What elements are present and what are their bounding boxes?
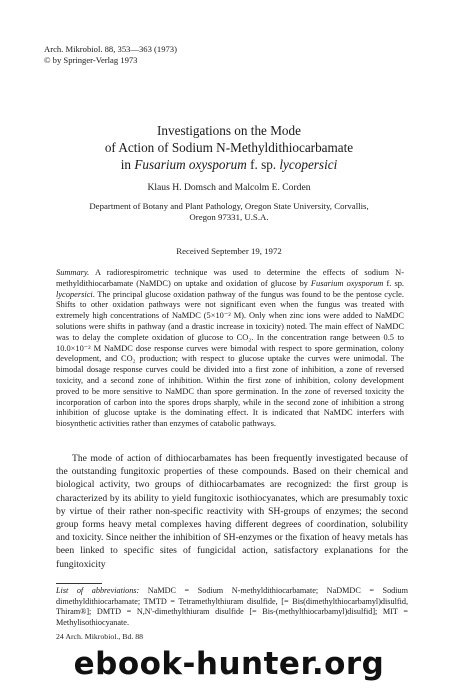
affiliation-line-2: Oregon 97331, U.S.A. — [189, 212, 269, 222]
abstract-part-2: f. sp. — [383, 278, 404, 288]
title-prefix: in — [120, 157, 135, 172]
abstract-species: Fusarium oxysporum — [310, 278, 384, 288]
footnote-divider — [56, 583, 102, 584]
watermark: ebook-hunter.org — [73, 646, 385, 682]
body-paragraph: The mode of action of dithiocarbamates has been frequently investigated because of the outstanding fungitoxic properties of these compounds. Based on their chemical and biological activity, two groups of dithiocarbamates are recognized: the first group is characterized by its ability to yield fungitoxic isothiocyanates, which are presumably toxic by virtue of their rather non-specific reactivity with SH-groups of enzymes; the second group forms heavy metal complexes having different degrees of coordination, solubility and toxicity. Since neither the inhibition of SH-enzymes or the fixation of heavy metals has been linked to specific sites of fungicidal action, satisfactory explanations for the fungitoxicity — [56, 453, 408, 570]
affiliation-line-1: Department of Botany and Plant Pathology, Oregon State University, Corvallis, — [89, 201, 369, 211]
abstract-forma: lycopersici — [56, 289, 93, 299]
abbreviations-footnote — [56, 586, 408, 628]
article-title — [40, 122, 418, 173]
title-line-1: Investigations on the Mode — [157, 123, 301, 138]
title-species: Fusarium oxysporum — [134, 157, 247, 172]
copyright-line: © by Springer-Verlag 1973 — [44, 55, 138, 65]
page-footer: 24 Arch. Mikrobiol., Bd. 88 — [56, 632, 144, 641]
affiliation — [50, 201, 408, 223]
abstract-part-3: . The principal glucose oxidation pathway of the fungus was found to be the pentose cycle. Shifts to other oxidation pathways were not significant even when the fungus was treated with extremely high concentrations of NaMDC (5×10⁻² M). Only when zinc ions were added to NaMDC solutions were shifts in pathway (and a drastic increase in toxicity) noted. The main effect of NaMDC was to delay the complete oxidation of glucose to CO₂. In the concentration range between 0.5 to 10.0×10⁻² M NaMDC dose response curves were bimodal with respect to spore germination, colony development, and CO₂ production; with respect to glucose uptake the curves were unimodal. The bimodal dosage response curves could be divided into a first zone of inhibition, a zone of reversed toxicity, and a second zone of inhibition. Within the first zone of inhibition, colony development proved to be more sensitive to NaMDC than spore germination. In the zone of reversed toxicity the incorporation of carbon into the spores drops sharply, while in the second zone of inhibition a strong inhibition of glucose uptake is the dominating effect. It is indicated that NaMDC interfers with biosynthetic activities rather than enzymes of catabolic pathways. — [56, 289, 404, 429]
abbreviations-text: NaMDC = Sodium N-methyldithiocarbamate; NaDMDC = Sodium dimethyldithiocarbamate; TMTD = Tetramethylthiuram disulfide, [= Bis(dimethylthiocarbamyl)disulfid, Thiram®]; DMTD = N,N'-dimethylthiuram disulfide [= Bis-(methylthiocarbamyl)disulfid]; MIT = Methylisothiocyanate. — [56, 586, 408, 627]
authors: Klaus H. Domsch and Malcolm E. Corden — [147, 182, 311, 193]
journal-citation: Arch. Mikrobiol. 88, 353—363 (1973) — [44, 44, 177, 54]
journal-header — [44, 44, 177, 66]
title-mid: f. sp. — [246, 157, 280, 172]
abstract-label: Summary. — [56, 268, 90, 277]
received-date: Received September 19, 1972 — [176, 246, 282, 256]
abbreviations-label: List of abbreviations: — [56, 586, 140, 595]
title-line-3 — [40, 156, 418, 173]
abstract-part-1: A radiorespirometric technique was used to determine the effects of sodium N-methyldithiocarbamate (NaMDC) on uptake and oxidation of glucose by — [56, 268, 404, 288]
title-forma: lycopersici — [279, 157, 338, 172]
abstract — [56, 268, 404, 430]
title-line-2: of Action of Sodium N-Methyldithiocarbamate — [104, 140, 354, 155]
